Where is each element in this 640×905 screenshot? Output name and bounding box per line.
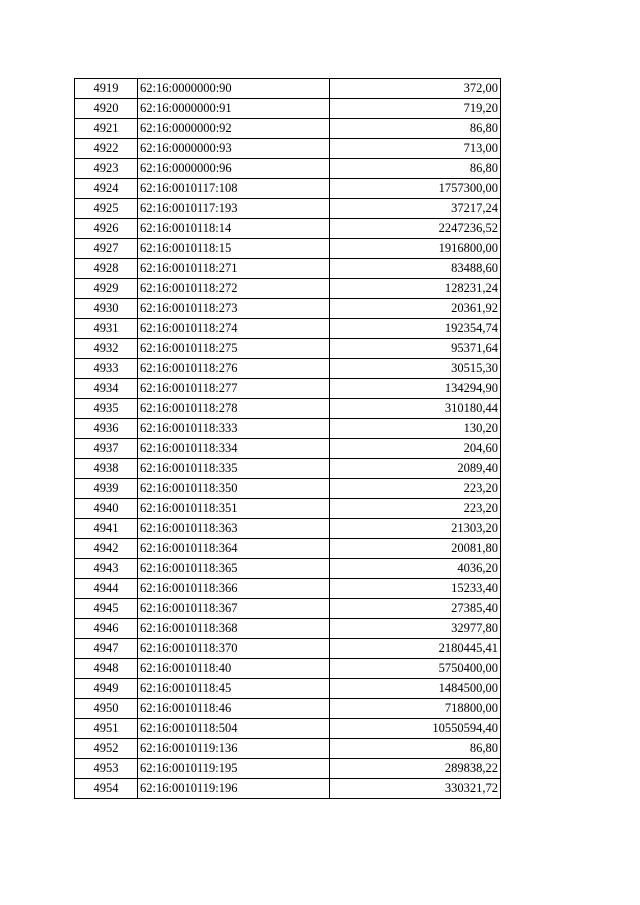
table-row bbox=[75, 619, 501, 639]
row-number-cell: 4940 bbox=[75, 499, 138, 519]
row-number-cell: 4929 bbox=[75, 279, 138, 299]
row-number-cell: 4919 bbox=[75, 79, 138, 99]
table-row bbox=[75, 239, 501, 259]
cadastral-number-cell: 62:16:0010119:136 bbox=[138, 739, 330, 759]
value-cell: 15233,40 bbox=[330, 579, 501, 599]
cadastral-number-cell: 62:16:0010118:40 bbox=[138, 659, 330, 679]
table-row bbox=[75, 99, 501, 119]
row-number-cell: 4952 bbox=[75, 739, 138, 759]
cadastral-number-cell: 62:16:0010118:335 bbox=[138, 459, 330, 479]
cadastral-number-cell: 62:16:0010118:277 bbox=[138, 379, 330, 399]
value-cell: 1916800,00 bbox=[330, 239, 501, 259]
table-row bbox=[75, 739, 501, 759]
cadastral-number-cell: 62:16:0010118:45 bbox=[138, 679, 330, 699]
cadastral-number-cell: 62:16:0010118:333 bbox=[138, 419, 330, 439]
table-row bbox=[75, 499, 501, 519]
value-cell: 2247236,52 bbox=[330, 219, 501, 239]
cadastral-number-cell: 62:16:0010118:274 bbox=[138, 319, 330, 339]
value-cell: 86,80 bbox=[330, 119, 501, 139]
value-cell: 95371,64 bbox=[330, 339, 501, 359]
row-number-cell: 4946 bbox=[75, 619, 138, 639]
value-cell: 37217,24 bbox=[330, 199, 501, 219]
table-row bbox=[75, 519, 501, 539]
row-number-cell: 4936 bbox=[75, 419, 138, 439]
value-cell: 330321,72 bbox=[330, 779, 501, 799]
table-row bbox=[75, 679, 501, 699]
cadastral-number-cell: 62:16:0010118:370 bbox=[138, 639, 330, 659]
row-number-cell: 4928 bbox=[75, 259, 138, 279]
cadastral-number-cell: 62:16:0010118:278 bbox=[138, 399, 330, 419]
row-number-cell: 4924 bbox=[75, 179, 138, 199]
row-number-cell: 4942 bbox=[75, 539, 138, 559]
table-row bbox=[75, 719, 501, 739]
value-cell: 27385,40 bbox=[330, 599, 501, 619]
cadastral-number-cell: 62:16:0010118:368 bbox=[138, 619, 330, 639]
table-row bbox=[75, 659, 501, 679]
row-number-cell: 4920 bbox=[75, 99, 138, 119]
cadastral-number-cell: 62:16:0010118:367 bbox=[138, 599, 330, 619]
value-cell: 10550594,40 bbox=[330, 719, 501, 739]
row-number-cell: 4930 bbox=[75, 299, 138, 319]
cadastral-number-cell: 62:16:0000000:92 bbox=[138, 119, 330, 139]
value-cell: 1757300,00 bbox=[330, 179, 501, 199]
cadastral-number-cell: 62:16:0010118:366 bbox=[138, 579, 330, 599]
table-row bbox=[75, 559, 501, 579]
table-row bbox=[75, 439, 501, 459]
cadastral-number-cell: 62:16:0010118:14 bbox=[138, 219, 330, 239]
cadastral-number-cell: 62:16:0000000:96 bbox=[138, 159, 330, 179]
row-number-cell: 4932 bbox=[75, 339, 138, 359]
cadastral-number-cell: 62:16:0010118:271 bbox=[138, 259, 330, 279]
value-cell: 86,80 bbox=[330, 159, 501, 179]
table-row bbox=[75, 279, 501, 299]
cadastral-number-cell: 62:16:0010119:195 bbox=[138, 759, 330, 779]
table-row bbox=[75, 79, 501, 99]
row-number-cell: 4953 bbox=[75, 759, 138, 779]
value-cell: 20081,80 bbox=[330, 539, 501, 559]
value-cell: 289838,22 bbox=[330, 759, 501, 779]
cadastral-number-cell: 62:16:0010118:504 bbox=[138, 719, 330, 739]
cadastral-number-cell: 62:16:0010118:273 bbox=[138, 299, 330, 319]
row-number-cell: 4948 bbox=[75, 659, 138, 679]
cadastral-number-cell: 62:16:0010118:363 bbox=[138, 519, 330, 539]
cadastral-number-cell: 62:16:0000000:91 bbox=[138, 99, 330, 119]
value-cell: 204,60 bbox=[330, 439, 501, 459]
table-row bbox=[75, 259, 501, 279]
cadastral-number-cell: 62:16:0010119:196 bbox=[138, 779, 330, 799]
value-cell: 86,80 bbox=[330, 739, 501, 759]
value-cell: 372,00 bbox=[330, 79, 501, 99]
row-number-cell: 4933 bbox=[75, 359, 138, 379]
row-number-cell: 4935 bbox=[75, 399, 138, 419]
row-number-cell: 4950 bbox=[75, 699, 138, 719]
value-cell: 310180,44 bbox=[330, 399, 501, 419]
cadastral-number-cell: 62:16:0010118:276 bbox=[138, 359, 330, 379]
table-row bbox=[75, 179, 501, 199]
value-cell: 192354,74 bbox=[330, 319, 501, 339]
value-cell: 5750400,00 bbox=[330, 659, 501, 679]
table-row bbox=[75, 459, 501, 479]
table-row bbox=[75, 779, 501, 799]
value-cell: 719,20 bbox=[330, 99, 501, 119]
cadastral-number-cell: 62:16:0010117:193 bbox=[138, 199, 330, 219]
cadastral-value-table bbox=[74, 78, 501, 799]
row-number-cell: 4938 bbox=[75, 459, 138, 479]
table-row bbox=[75, 399, 501, 419]
row-number-cell: 4937 bbox=[75, 439, 138, 459]
value-cell: 718800,00 bbox=[330, 699, 501, 719]
row-number-cell: 4939 bbox=[75, 479, 138, 499]
row-number-cell: 4931 bbox=[75, 319, 138, 339]
cadastral-number-cell: 62:16:0010118:351 bbox=[138, 499, 330, 519]
value-cell: 21303,20 bbox=[330, 519, 501, 539]
row-number-cell: 4923 bbox=[75, 159, 138, 179]
value-cell: 128231,24 bbox=[330, 279, 501, 299]
row-number-cell: 4947 bbox=[75, 639, 138, 659]
table-row bbox=[75, 219, 501, 239]
table-row bbox=[75, 699, 501, 719]
cadastral-number-cell: 62:16:0010118:46 bbox=[138, 699, 330, 719]
row-number-cell: 4944 bbox=[75, 579, 138, 599]
table-row bbox=[75, 339, 501, 359]
cadastral-number-cell: 62:16:0010118:275 bbox=[138, 339, 330, 359]
value-cell: 130,20 bbox=[330, 419, 501, 439]
row-number-cell: 4925 bbox=[75, 199, 138, 219]
table-row bbox=[75, 159, 501, 179]
value-cell: 1484500,00 bbox=[330, 679, 501, 699]
value-cell: 223,20 bbox=[330, 479, 501, 499]
cadastral-number-cell: 62:16:0010118:15 bbox=[138, 239, 330, 259]
row-number-cell: 4926 bbox=[75, 219, 138, 239]
cadastral-number-cell: 62:16:0000000:90 bbox=[138, 79, 330, 99]
row-number-cell: 4945 bbox=[75, 599, 138, 619]
value-cell: 4036,20 bbox=[330, 559, 501, 579]
table-row bbox=[75, 419, 501, 439]
value-cell: 134294,90 bbox=[330, 379, 501, 399]
table-row bbox=[75, 539, 501, 559]
table-row bbox=[75, 479, 501, 499]
cadastral-number-cell: 62:16:0010118:350 bbox=[138, 479, 330, 499]
table-row bbox=[75, 639, 501, 659]
table-row bbox=[75, 379, 501, 399]
value-cell: 2089,40 bbox=[330, 459, 501, 479]
row-number-cell: 4934 bbox=[75, 379, 138, 399]
value-cell: 83488,60 bbox=[330, 259, 501, 279]
value-cell: 713,00 bbox=[330, 139, 501, 159]
value-cell: 30515,30 bbox=[330, 359, 501, 379]
value-cell: 2180445,41 bbox=[330, 639, 501, 659]
table-row bbox=[75, 139, 501, 159]
row-number-cell: 4954 bbox=[75, 779, 138, 799]
row-number-cell: 4921 bbox=[75, 119, 138, 139]
cadastral-number-cell: 62:16:0010117:108 bbox=[138, 179, 330, 199]
cadastral-number-cell: 62:16:0010118:272 bbox=[138, 279, 330, 299]
row-number-cell: 4927 bbox=[75, 239, 138, 259]
table-row bbox=[75, 199, 501, 219]
table-row bbox=[75, 319, 501, 339]
value-cell: 32977,80 bbox=[330, 619, 501, 639]
row-number-cell: 4951 bbox=[75, 719, 138, 739]
value-cell: 223,20 bbox=[330, 499, 501, 519]
row-number-cell: 4949 bbox=[75, 679, 138, 699]
table-body bbox=[75, 79, 501, 799]
cadastral-number-cell: 62:16:0000000:93 bbox=[138, 139, 330, 159]
cadastral-number-cell: 62:16:0010118:364 bbox=[138, 539, 330, 559]
table-row bbox=[75, 359, 501, 379]
cadastral-number-cell: 62:16:0010118:334 bbox=[138, 439, 330, 459]
table-row bbox=[75, 579, 501, 599]
row-number-cell: 4943 bbox=[75, 559, 138, 579]
table-row bbox=[75, 299, 501, 319]
table-row bbox=[75, 119, 501, 139]
row-number-cell: 4922 bbox=[75, 139, 138, 159]
cadastral-number-cell: 62:16:0010118:365 bbox=[138, 559, 330, 579]
row-number-cell: 4941 bbox=[75, 519, 138, 539]
table-row bbox=[75, 599, 501, 619]
value-cell: 20361,92 bbox=[330, 299, 501, 319]
table-row bbox=[75, 759, 501, 779]
